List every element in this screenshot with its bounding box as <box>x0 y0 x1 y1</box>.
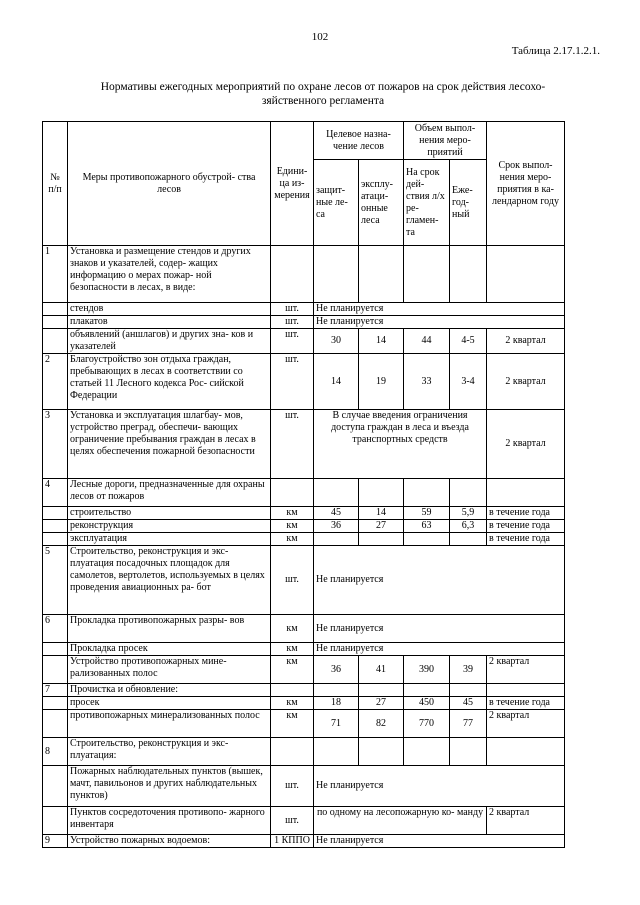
row-operational: 19 <box>359 354 404 410</box>
row-measure: Установка и эксплуатация шлагбау- мов, устройство преград, обеспечи- вающих ограничение пребывания граждан в лесах в целях обеспечения пожарной безопасности <box>68 410 271 479</box>
row-measure: просек <box>68 697 271 710</box>
row-unit: км <box>271 507 314 520</box>
row-deadline: 2 квартал <box>487 656 565 684</box>
row-unit: шт. <box>271 303 314 316</box>
row-unit: 1 КППО <box>271 835 314 848</box>
row-annual: 77 <box>450 710 487 738</box>
header-annual: Еже- год- ный <box>450 160 487 246</box>
header-protective: защит- ные ле- са <box>314 160 359 246</box>
row-unit: шт. <box>271 766 314 807</box>
row-unit: км <box>271 643 314 656</box>
row-operational: 82 <box>359 710 404 738</box>
row-unit: км <box>271 710 314 738</box>
row-measure: Лесные дороги, предназначенные для охраны лесов от пожаров <box>68 479 271 507</box>
header-measures: Меры противопожарного обустрой- ства лесов <box>68 122 271 246</box>
row-operational: 27 <box>359 697 404 710</box>
title-line-2: зяйственного регламента <box>261 95 385 107</box>
row-annual: 6,3 <box>450 520 487 533</box>
row-period: 770 <box>404 710 450 738</box>
row-measure: Строительство, реконструкция и экс- плуатация: <box>68 738 271 766</box>
row-measure: стендов <box>68 303 271 316</box>
row-measure: Прокладка противопожарных разры- вов <box>68 615 271 643</box>
row-deadline: 2 квартал <box>487 807 565 835</box>
row-number: 8 <box>43 738 68 766</box>
row-period: 63 <box>404 520 450 533</box>
row-note: В случае введения ограничения доступа граждан в леса и въезда транспортных средств <box>314 410 487 479</box>
row-unit: км <box>271 615 314 643</box>
row-note: по одному на лесопожарную ко- манду <box>314 807 487 835</box>
table-row <box>43 835 565 848</box>
row-operational: 41 <box>359 656 404 684</box>
row-note: Не планируется <box>314 835 565 848</box>
row-annual: 5,9 <box>450 507 487 520</box>
row-annual: 4-5 <box>450 329 487 354</box>
row-protective: 14 <box>314 354 359 410</box>
row-unit: шт. <box>271 410 314 479</box>
document-title <box>48 80 598 108</box>
row-note: Не планируется <box>314 303 565 316</box>
header-deadline: Срок выпол- нения меро- приятия в ка- лендарном году <box>487 122 565 246</box>
row-deadline: в течение года <box>487 507 565 520</box>
row-note: Не планируется <box>314 316 565 329</box>
row-unit: км <box>271 697 314 710</box>
header-per-period: На срок дей- ствия л/х ре- гламен- та <box>404 160 450 246</box>
row-unit: шт. <box>271 329 314 354</box>
row-number: 1 <box>43 246 68 303</box>
row-protective: 36 <box>314 520 359 533</box>
row-measure: противопожарных минерализованных полос <box>68 710 271 738</box>
row-unit: шт. <box>271 316 314 329</box>
row-measure: строительство <box>68 507 271 520</box>
row-measure: Строительство, реконструкция и экс- плуатация посадочных площадок для самолетов, вертолетов, используемых в целях проведения авиационных ра- бот <box>68 546 271 615</box>
row-protective: 45 <box>314 507 359 520</box>
row-unit: шт. <box>271 807 314 835</box>
row-period: 390 <box>404 656 450 684</box>
header-unit: Едини- ца из- мерения <box>271 122 314 246</box>
table-row <box>43 807 565 835</box>
row-measure: Устройство противопожарных мине- рализованных полос <box>68 656 271 684</box>
header-target: Целевое назна- чение лесов <box>314 122 404 160</box>
header-num: № п/п <box>43 122 68 246</box>
row-deadline: 2 квартал <box>487 410 565 479</box>
table-label: Таблица 2.17.1.2.1. <box>511 45 600 57</box>
row-annual: 39 <box>450 656 487 684</box>
row-measure: Прочистка и обновление: <box>68 684 271 697</box>
row-unit: км <box>271 520 314 533</box>
row-annual: 3-4 <box>450 354 487 410</box>
row-number: 3 <box>43 410 68 479</box>
table-row <box>43 533 565 546</box>
row-period: 59 <box>404 507 450 520</box>
row-measure: Пожарных наблюдательных пунктов (вышек, мачт, павильонов и других наблюдательных пунктов) <box>68 766 271 807</box>
table-row <box>43 410 565 479</box>
table-row <box>43 697 565 710</box>
table-row <box>43 246 565 303</box>
row-measure: Благоустройство зон отдыха граждан, пребывающих в лесах в соответствии со статьей 11 Лесного кодекса Рос- сийской Федерации <box>68 354 271 410</box>
header-volume: Объем выпол- нения меро- приятий <box>404 122 487 160</box>
row-deadline: в течение года <box>487 697 565 710</box>
row-note: Не планируется <box>314 615 565 643</box>
row-protective: 36 <box>314 656 359 684</box>
row-unit: км <box>271 656 314 684</box>
row-period: 44 <box>404 329 450 354</box>
table-row <box>43 507 565 520</box>
row-period: 450 <box>404 697 450 710</box>
title-line-1: Нормативы ежегодных мероприятий по охране лесов от пожаров на срок действия лесохо- <box>100 81 546 93</box>
header-row <box>43 122 565 156</box>
table-row <box>43 303 565 316</box>
table-row <box>43 766 565 807</box>
row-protective: 71 <box>314 710 359 738</box>
row-number: 4 <box>43 479 68 507</box>
row-number: 7 <box>43 684 68 697</box>
row-measure: объявлений (аншлагов) и других зна- ков и указателей <box>68 329 271 354</box>
row-annual: 45 <box>450 697 487 710</box>
row-measure: Прокладка просек <box>68 643 271 656</box>
row-operational: 14 <box>359 329 404 354</box>
table-row <box>43 520 565 533</box>
row-number: 9 <box>43 835 68 848</box>
row-number: 6 <box>43 615 68 643</box>
row-note: Не планируется <box>314 546 565 615</box>
header-operational: эксплу- атаци- онные леса <box>359 160 404 246</box>
page-number: 102 <box>311 31 329 43</box>
table-row <box>43 354 565 410</box>
table-row <box>43 316 565 329</box>
table-row <box>43 656 565 684</box>
row-deadline: 2 квартал <box>487 710 565 738</box>
row-unit: шт. <box>271 354 314 410</box>
table-row <box>43 710 565 738</box>
row-measure: эксплуатация <box>68 533 271 546</box>
fire-measures-table <box>42 121 565 848</box>
row-deadline: 2 квартал <box>487 329 565 354</box>
table-row <box>43 643 565 656</box>
row-protective: 30 <box>314 329 359 354</box>
row-protective: 18 <box>314 697 359 710</box>
table-row <box>43 329 565 354</box>
row-deadline: 2 квартал <box>487 354 565 410</box>
row-measure: Пунктов сосредоточения противопо- жарного инвентаря <box>68 807 271 835</box>
row-number: 2 <box>43 354 68 410</box>
row-operational: 27 <box>359 520 404 533</box>
row-measure: Устройство пожарных водоемов: <box>68 835 271 848</box>
row-deadline: в течение года <box>487 520 565 533</box>
row-deadline: в течение года <box>487 533 565 546</box>
row-unit: шт. <box>271 546 314 615</box>
row-measure: Установка и размещение стендов и других знаков и указателей, содер- жащих информацию о мерах пожар- ной безопасности в лесах, в виде: <box>68 246 271 303</box>
row-note: Не планируется <box>314 766 565 807</box>
table-row <box>43 546 565 615</box>
table-row <box>43 615 565 643</box>
row-measure: плакатов <box>68 316 271 329</box>
row-note: Не планируется <box>314 643 565 656</box>
row-period: 33 <box>404 354 450 410</box>
row-operational: 14 <box>359 507 404 520</box>
table-row <box>43 479 565 507</box>
table-row <box>43 738 565 766</box>
row-unit: км <box>271 533 314 546</box>
row-measure: реконструкция <box>68 520 271 533</box>
row-number: 5 <box>43 546 68 615</box>
table-row <box>43 684 565 697</box>
